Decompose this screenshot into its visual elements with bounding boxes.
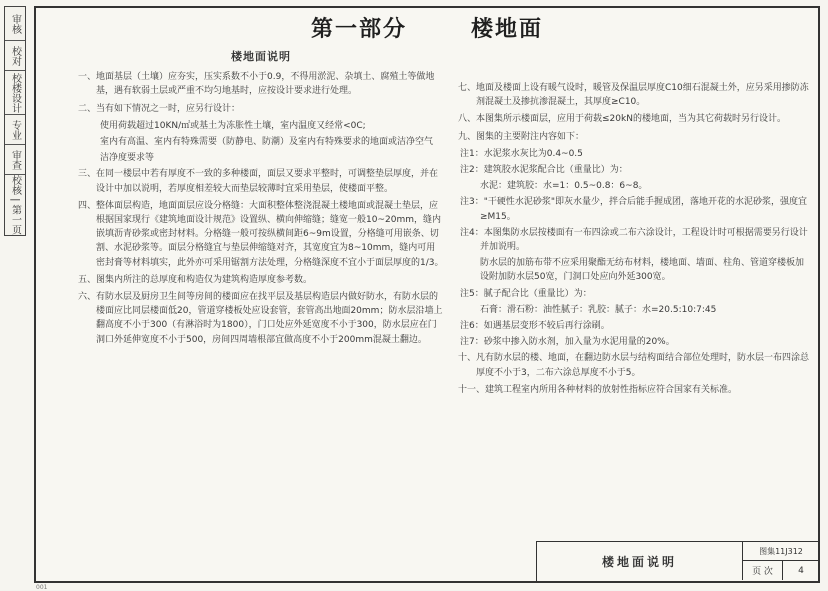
sub-item: 室内有高温、室内有特殊需要（防静电、防潮）及室内有特殊要求的地面或洁净空气 [100,137,434,148]
binding-cell: 审核 [5,7,25,41]
note-item: 注7：砂浆中掺入防水剂，加入量为水泥用量的20%。 [460,337,675,348]
note-item: 注6：如遇基层变形不较后再行涂刷。 [460,321,610,332]
list-item: 三、在同一楼层中若有厚度不一致的多种楼面，面层又要求平整时，可调整垫层厚度，并在设计中加以说明，若厚度相差较大而垫层较薄时宜采用垫层，使楼面平整。 [78,169,439,194]
binding-cell: 审查 [5,145,25,175]
binding-strip [4,6,26,236]
right-column [458,81,810,400]
list-item: 十、凡有防水层的楼、地面，在翻边防水层与结构面结合部位处理时，防水层一布四涂总厚度不小于3，二布六涂总厚度不小于5。 [458,353,810,378]
list-item: 四、整体面层构造，地面面层应设分格缝：大面积整体整浇混凝土楼地面或混凝土垫层，应根据国家现行《建筑地面设计规范》设置纵、横向伸缩缝；缝宽一般10~20mm，缝内嵌填沥青砂浆或密封材料。分格缝一般可按纵横间距6~9m设置，分格缝可用嵌条、切割、水泥砂浆等。面层分格缝宜与垫层伸缩缝对齐，其宽度宜为8~10mm，缝内可用密封膏等材料填实，此外亦可采用锯割方法处理，分格缝深度不宜小于面层厚度的1/3。 [78,200,444,268]
atlas-code: 图集11J312 [743,542,819,561]
binding-cell: 专业 [5,115,25,145]
note-body: 防水层的加筋布带不应采用聚酯无纺布材料，楼地面、墙面、柱角、管道穿楼板加设附加防水层50宽，门洞口处应向外延300宽。 [480,258,805,283]
binding-cell: 校对 [5,41,25,71]
notes-title: 楼地面说明 [231,50,291,63]
sub-item: 使用荷载超过10KN/㎡或基土为冻胀性土壤，室内温度又经常<0C; [100,120,366,131]
part-label: 第一部分 [310,17,407,42]
note-item: 注4：本图集防水层按楼面有一布四涂或二布六涂设计，工程设计时可根据需要另行设计并加说明。 [460,227,808,253]
list-item: 十一、建筑工程室内所用各种材料的放射性指标应符合国家有关标准。 [458,384,738,395]
page-title [34,12,820,43]
list-item: 九、图集的主要附注内容如下： [458,131,585,142]
list-item: 二、当有如下情况之一时，应另行设计： [78,103,241,114]
list-item: 一、地面基层（土壤）应夯实，压实系数不小于0.9，不得用淤泥、杂填土、腐殖土等做地基，遇有软弱土层或严重不均匀地基时，应按设计要求进行处理。 [78,72,435,97]
note-item: 注2：建筑胶水泥浆配合比（重量比）为： [460,165,628,176]
note-item: 注3："干硬性水泥砂浆"即灰水量少，拌合后能手握成团，落地开花的水泥砂浆，强度宜≥M15。 [460,197,808,222]
note-body: 石膏：滑石粉：油性腻子：乳胶：腻子：水=20.5:10:7:45 [480,304,717,315]
list-item: 七、地面及楼面上设有暖气设时，暖管及保温层厚度C10细石混凝土外，应另采用掺防冻剂混凝土及掺抗渗混凝土，其厚度≥C10。 [458,83,809,108]
note-body: 水泥：建筑胶：水=1：0.5~0.8：6~8。 [480,181,648,192]
note-item: 注1：水泥浆水灰比为0.4~0.5 [460,148,583,159]
list-item: 五、图集内所注的总厚度和构造仅为建筑构造厚度参考数。 [78,274,313,285]
note-item: 注5：腻子配合比（重量比）为： [460,288,592,299]
sheet-name: 楼地面说明 [537,542,743,580]
page-label: 页 次 [743,561,783,580]
section-heading: 楼地面 [471,17,544,42]
binding-cell: 校核 | 第一页 [9,175,21,235]
sub-item: 洁净度要求等 [100,153,155,164]
list-item: 八、本图集所示楼面层，应用于荷载≤20kN的楼地面，当为其它荷载时另行设计。 [458,114,786,125]
title-block [536,541,818,581]
list-item: 六、有防水层及厨房卫生间等房间的楼面应在找平层及基层构造层内做好防水，有防水层的楼面应比同层楼面低20，管道穿楼板处应设套管，套管高出地面20mm；防水层沿墙上翻高度不小于300（有淋浴时为1800），门口处应外延宽度不小于300，防水层应在门洞口外延伸宽度不小于500，房间四周墙根部宜做高度不小于200mm混凝土翻边。 [78,292,443,345]
page-number: 4 [798,565,804,576]
footnote: 001 [36,584,48,591]
binding-cell: 校楼设计 [5,71,25,115]
left-column [78,48,444,350]
